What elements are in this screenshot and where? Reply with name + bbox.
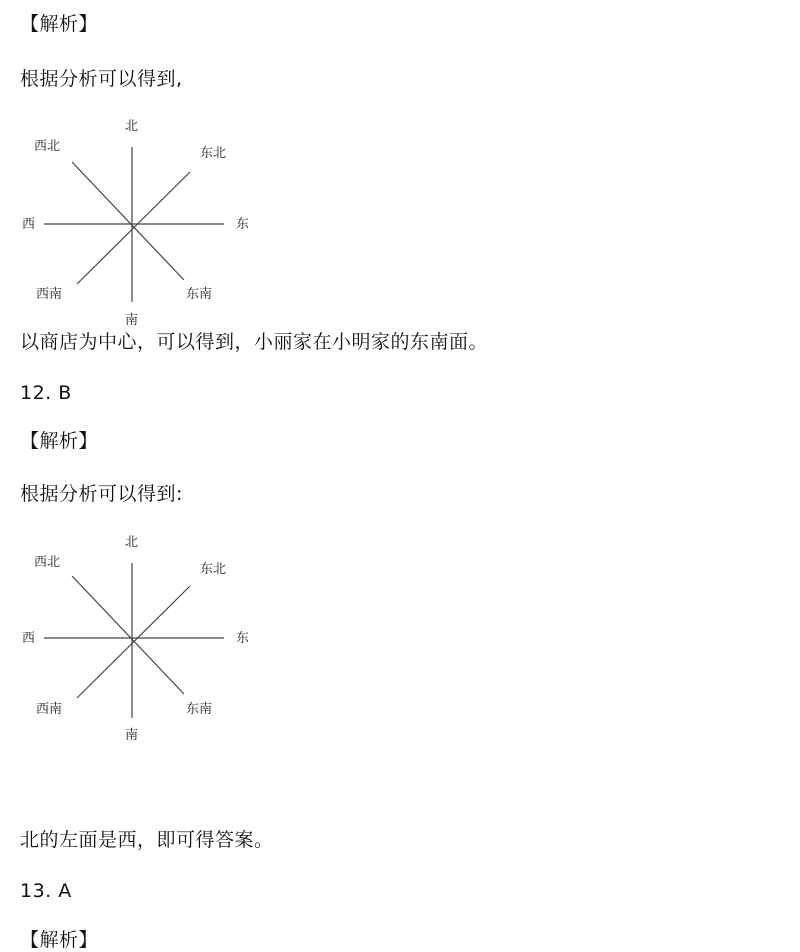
label-southwest: 西南 (36, 287, 63, 302)
label-north: 北 (125, 535, 139, 550)
label-north: 北 (125, 119, 139, 134)
label-east: 东 (236, 217, 250, 232)
compass-axis-ne-sw (77, 586, 190, 698)
compass-axis-nw-se (72, 162, 184, 280)
label-northeast: 东北 (200, 146, 227, 161)
analysis-conclusion-2: 北的左面是西，即可得答案。 (20, 829, 274, 851)
answer-12: 12. B (20, 382, 72, 404)
answer-13: 13. A (20, 880, 72, 902)
label-south: 南 (125, 313, 139, 327)
analysis-header-1: 【解析】 (20, 13, 99, 35)
compass-diagram-1 (14, 112, 264, 327)
compass-axis-nw-se (72, 576, 184, 694)
analysis-intro-1: 根据分析可以得到, (20, 68, 183, 90)
label-west: 西 (22, 217, 36, 232)
analysis-intro-2: 根据分析可以得到: (20, 483, 183, 505)
label-southwest: 西南 (36, 702, 63, 717)
label-southeast: 东南 (186, 702, 213, 717)
label-northeast: 东北 (200, 562, 227, 577)
analysis-header-3: 【解析】 (20, 929, 99, 951)
label-south: 南 (125, 728, 139, 743)
label-west: 西 (22, 631, 36, 646)
compass-diagram-2 (14, 528, 264, 743)
label-east: 东 (236, 631, 250, 646)
label-southeast: 东南 (186, 287, 213, 302)
label-northwest: 西北 (34, 555, 61, 570)
analysis-header-2: 【解析】 (20, 430, 99, 452)
label-northwest: 西北 (34, 139, 61, 154)
analysis-conclusion-1: 以商店为中心，可以得到，小丽家在小明家的东南面。 (20, 331, 489, 353)
compass-axis-ne-sw (77, 172, 190, 284)
